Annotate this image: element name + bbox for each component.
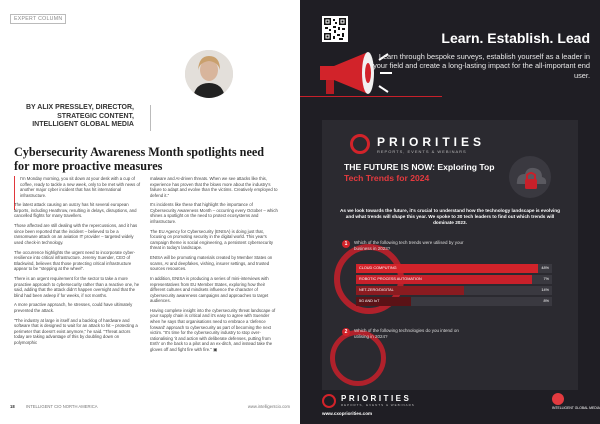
survey-bar-row: [356, 297, 552, 306]
question-text: Which of the following technologies do you intend on utilising in 2024?: [354, 328, 459, 339]
magazine-name: INTELLIGENT CIO NORTH AMERICA: [26, 404, 98, 409]
accent-rule: [300, 96, 442, 97]
byline-band: [0, 30, 300, 135]
paragraph: I'm Monday morning, you sit down at your desk with a cup of coffee, ready to tackle a new week, only to be met with news of another major cyber incident that has hit international infrastructure.: [20, 176, 141, 198]
question-number: 1: [342, 240, 350, 248]
question-number: 2: [342, 328, 350, 336]
survey-bar-label: NET-ZERO/DIGITAL: [359, 288, 394, 292]
survey-bar-value: 8%: [543, 299, 549, 303]
question-2: [340, 326, 560, 376]
author-photo: [185, 50, 233, 98]
report-title: [344, 162, 524, 183]
logo-tagline: REPORTS, EVENTS & WEBINARS: [377, 149, 467, 154]
article-column-2: [150, 176, 278, 356]
report-intro: As we look towards the future, it's crucial to understand how the technology landscape is evolving and what trends will shape this year. We spoke to 30 tech leaders to find out which trends will dominate 2023.: [340, 208, 560, 226]
advert-title: Learn. Establish. Lead: [441, 30, 590, 46]
footer-url: www.intelligentcio.com: [247, 404, 290, 409]
paragraph: It's incidents like these that highlight the importance of Cybersecurity Awareness Month – occurring every October – which shines a spotlight on the need to protect ecosystems and infrastructure.: [150, 202, 278, 225]
ig-mark: [552, 393, 564, 405]
survey-bar-label: CLOUD COMPUTING: [359, 266, 397, 270]
paragraph: A more proactive approach, he stresses, could have ultimately prevented the attack.: [14, 302, 133, 313]
paragraph: There is an urgent requirement for the sector to take a more proactive approach to cybersecurity rather than a reactive one, he said, adding that the attack didn't happen overnight and that the blind had been asleep if for weeks, if not months.: [14, 275, 140, 298]
article-headline: Cybersecurity Awareness Month spotlights need for more proactive measures: [14, 145, 265, 173]
byline-divider: [150, 105, 151, 131]
lock-cloud-icon: [507, 154, 553, 200]
paragraph: The EU Agency for Cybersecurity (ENISA) is doing just that, focusing on promoting security in the digital world. This year's campaign theme is social engineering, a persistent cybersecurity threat in today's landscape.: [150, 228, 274, 251]
advert-url[interactable]: www.cxopriorities.com: [322, 411, 373, 416]
advert-body: Learn through bespoke surveys, establish yourself as a leader in your field and create a long-lasting impact for the all-important end user.: [373, 52, 590, 80]
author-byline: BY ALIX PRESSLEY, DIRECTOR, STRATEGIC CONTENT, INTELLIGENT GLOBAL MEDIA: [25, 104, 134, 129]
paragraph: "The industry at large in itself and a backlog of hardware and software that is designed to wait for an attack to hit – protecting a perimeter that doesn't exist anymore," he said. "Threat actors today are taking advantage of this by doubling down on polymorphic: [14, 317, 138, 345]
article-column-1: [14, 176, 142, 350]
logo-tagline: REPORTS, EVENTS & WEBINARS: [341, 403, 415, 407]
survey-bar-value: 48%: [541, 266, 549, 270]
logo-wordmark: PRIORITIES: [341, 394, 412, 403]
paragraph: malware and AI-driven threats. When we see attacks like this, experience has proven that the blows more about the industry's failure to adapt and evolve than the victims. Creatively employed to defend it.": [150, 176, 278, 198]
survey-bar-row: [356, 264, 552, 273]
survey-bar-label: 5G AND IoT: [359, 299, 380, 303]
intelligent-global-media-logo-icon: [552, 393, 600, 415]
survey-bar-value: 7%: [543, 277, 549, 281]
priorities-logo-icon: [350, 134, 370, 154]
paragraph: The occurrence highlights the urgent need to incorporate cyber-resilience into critical infrastructure. Jeremy Suender, CEO of Blackwind, believes that those protecting critical infrastructure appear to be "stepping at the wheel".: [14, 249, 136, 272]
survey-bars: [356, 264, 552, 308]
qr-code-icon: [322, 16, 348, 42]
report-cover: [322, 120, 578, 390]
logo-wordmark: PRIORITIES: [377, 135, 486, 149]
report-kicker: THE FUTURE IS NOW: Exploring Top: [344, 162, 495, 172]
ig-logo-text: INTELLIGENT GLOBAL MEDIA: [552, 406, 600, 410]
paragraph: Those affected are still dealing with the repercussions, and it has since been reported that the incident – believed to be a ransomware attack on an aviation IT provider – targeted widely used check-in technology.: [14, 223, 138, 245]
survey-bar-label: ROBOTIC PROCESS AUTOMATION: [359, 277, 422, 281]
paragraph: Having complete insight into the cybersecurity threat landscape of your supply chain is critical and it's easy to agree with Suender when he says that organisations need to embrace a 'defence forward' approach to cybersecurity as part of becoming the next victim. "It's time for the cybersecurity industry to stop over-rationalising 'it and action with deliberate defenses, putting from Enth' on the back to a pilot and an ex-ditch, and instead take the gloves off and fight fire with fire." ▣: [150, 307, 276, 352]
left-footer: [10, 404, 290, 412]
question-text: Which of the following tech trends were utilised by your business in 2023?: [354, 240, 464, 251]
question-1: [340, 238, 560, 320]
section-tab: EXPERT COLUMN: [10, 14, 66, 24]
report-title-accent: Tech Trends for 2024: [344, 172, 430, 183]
paragraph: ENISA will be promoting materials created by Member States on scams, AI and deepfakes, vishing, insurer settings, and trusted sources resources.: [150, 255, 273, 272]
page-number: 18: [10, 404, 15, 409]
paragraph: In addition, ENISA is producing a series of mini-interviews with representatives from EU Member States, exploring how their different cultures and mindsets influence the character of cybersecurity awareness campaigns and approaches to target audiences.: [150, 275, 269, 304]
survey-bar-row: [356, 286, 552, 295]
survey-bar-row: [356, 275, 552, 284]
paragraph: The latest attack causing an outcry has hit several european airports, including Heathrow, resulting in delays, disruptions, and cancelled flights for many travellers.: [14, 202, 137, 219]
right-page-advert: [300, 0, 600, 424]
priorities-logo-icon: [322, 394, 336, 408]
survey-bar-value: 14%: [541, 288, 549, 292]
